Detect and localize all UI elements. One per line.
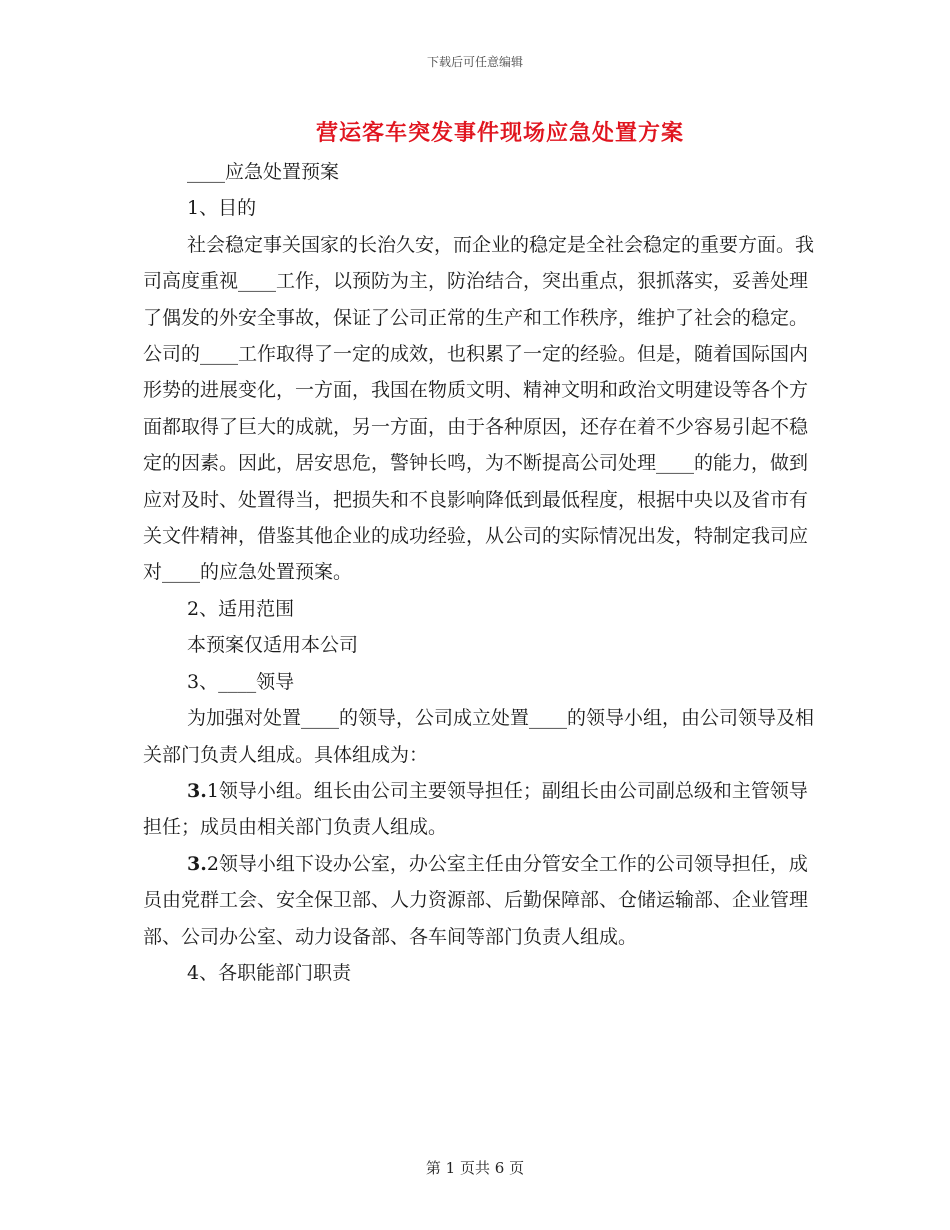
paragraph-leadership: 为加强对处置____的领导，公司成立处置____的领导小组，由公司领导及相关部门负责人组成。具体组成为： bbox=[143, 707, 815, 766]
clause-number: 3. bbox=[187, 779, 207, 802]
paragraph-plan-name: ____应急处置预案 bbox=[187, 161, 340, 183]
section-heading-purpose: 1、目的 bbox=[187, 197, 257, 220]
section-heading-duties: 4、各职能部门职责 bbox=[187, 961, 352, 984]
section-heading-leadership: 3、____领导 bbox=[187, 670, 295, 693]
paragraph-leadership-group bbox=[143, 773, 815, 846]
page-number: 第 1 页共 6 页 bbox=[425, 1159, 525, 1177]
document-title: 营运客车突发事件现场应急处置方案 bbox=[315, 120, 684, 146]
paragraph-scope: 本预案仅适用本公司 bbox=[187, 634, 359, 657]
paragraph-purpose: 社会稳定事关国家的长治久安，而企业的稳定是全社会稳定的重要方面。我司高度重视____工作，以预防为主，防治结合，突出重点，狠抓落实，妥善处理了偶发的外安全事故，保证了公司正常的生产和工作秩序，维护了社会的稳定。公司的____工作取得了一定的成效，也积累了一定的经验。但是，随着国际国内形势的进展变化，一方面，我国在物质文明、精神文明和政治文明建设等各个方面都取得了巨大的成就，另一方面，由于各种原因，还存在着不少容易引起不稳定的因素。因此，居安思危，警钟长鸣，为不断提高公司处理____的能力，做到应对及时、处置得当，把损失和不良影响降低到最低程度，根据中央以及省市有关文件精神，借鉴其他企业的成功经验，从公司的实际情况出发，特制定我司应对____的应急处置预案。 bbox=[143, 233, 815, 584]
clause-number: 3. bbox=[187, 852, 207, 875]
document-body bbox=[143, 154, 815, 991]
paragraph-office bbox=[143, 846, 815, 955]
section-heading-scope: 2、适用范围 bbox=[187, 597, 295, 620]
clause-text: 2领导小组下设办公室，办公室主任由分管安全工作的公司领导担任，成员由党群工会、安全保卫部、人力资源部、后勤保障部、仓储运输部、企业管理部、公司办公室、动力设备部、各车间等部门负责人组成。 bbox=[143, 852, 809, 948]
page-header-note: 下载后可任意编辑 bbox=[426, 55, 523, 69]
clause-text: 1领导小组。组长由公司主要领导担任；副组长由公司副总级和主管领导担任；成员由相关部门负责人组成。 bbox=[143, 779, 808, 839]
